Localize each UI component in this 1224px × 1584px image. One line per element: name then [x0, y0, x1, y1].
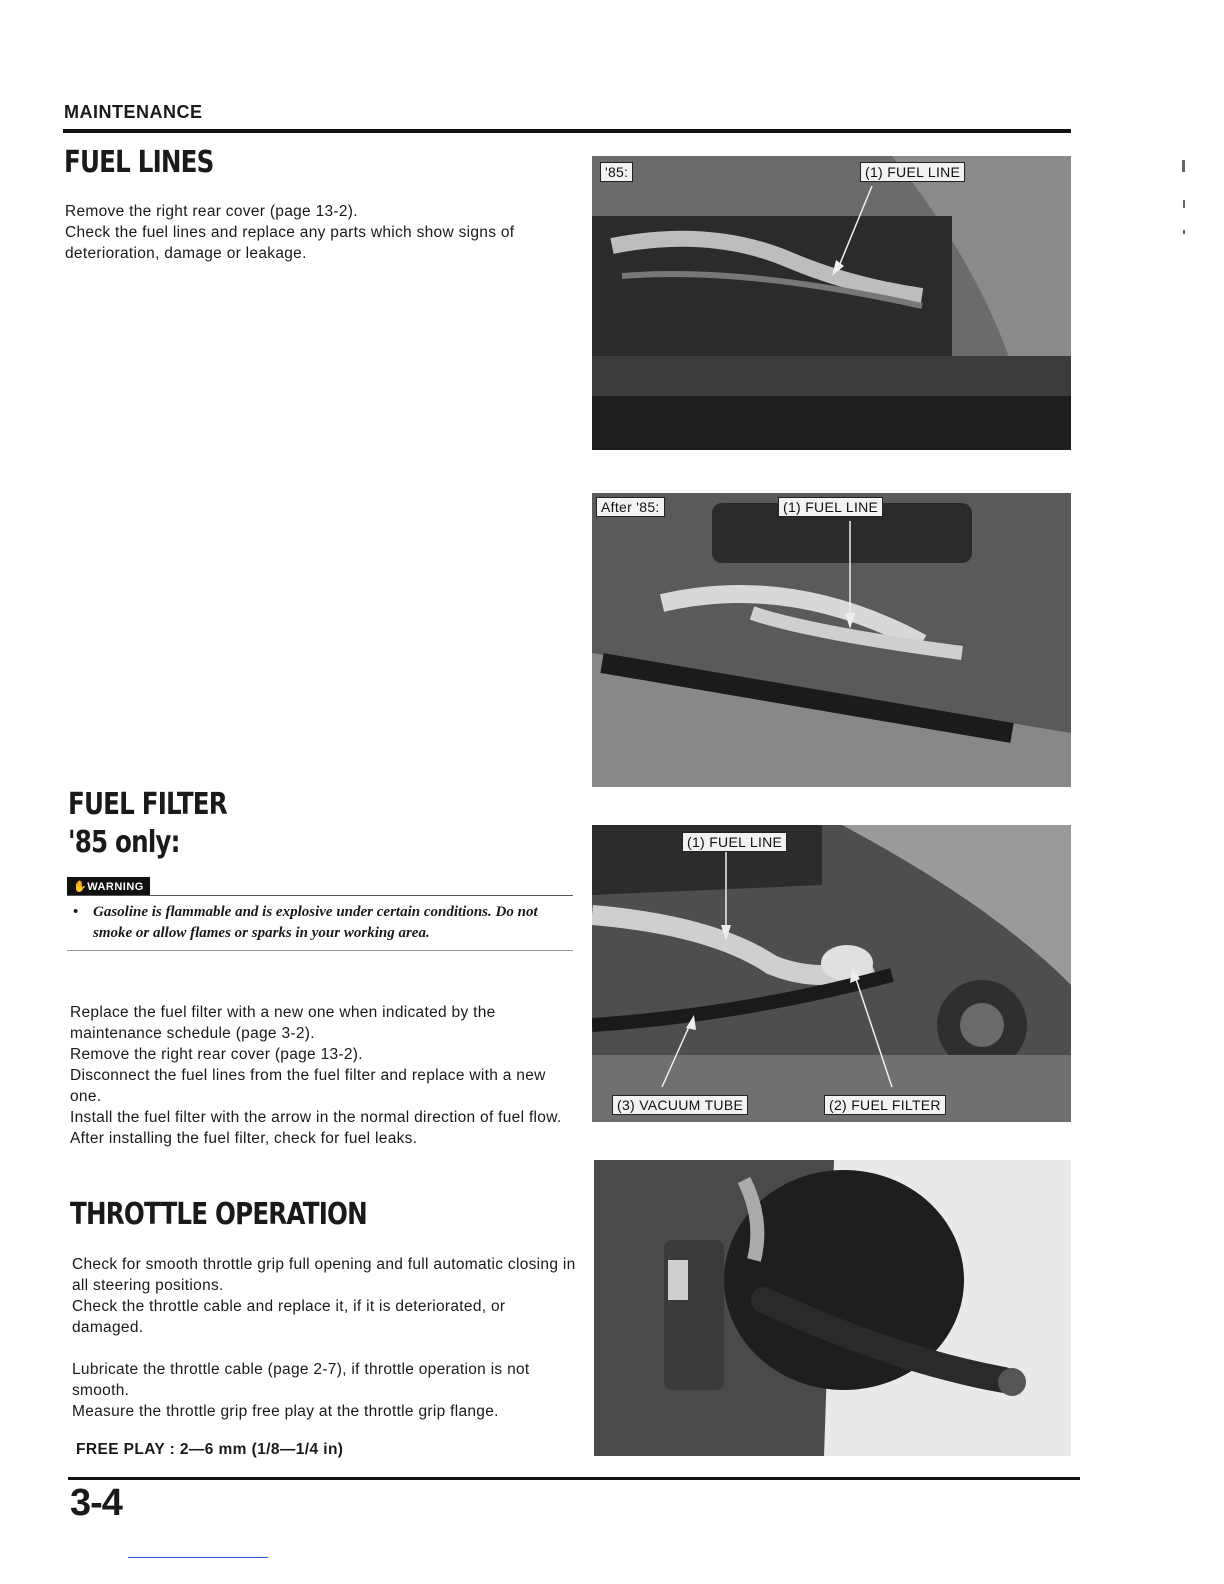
fuel-line-photo-85: [592, 156, 1071, 450]
throttle-para-4: Measure the throttle grip free play at the throttle grip flange.: [72, 1403, 499, 1420]
warning-tag-label: WARNING: [87, 881, 144, 893]
warning-bottom-rule: [67, 950, 573, 951]
scan-mark: [1183, 230, 1185, 234]
fuel-lines-para-2: Check the fuel lines and replace any parts which show signs of deterioration, damage or leakage.: [65, 224, 515, 262]
warning-text: [67, 896, 573, 950]
throttle-title: THROTTLE OPERATION: [70, 1197, 367, 1232]
fuel-filter-para-1: Replace the fuel filter with a new one when indicated by the maintenance schedule (page 3-2).: [70, 1004, 496, 1042]
photo3-fuel-filter-callout: (2) FUEL FILTER: [824, 1095, 946, 1115]
fuel-filter-text: [70, 1002, 576, 1149]
bullet-icon: •: [73, 904, 79, 920]
throttle-para-3: Lubricate the throttle cable (page 2-7), if throttle operation is not smooth.: [72, 1361, 530, 1399]
warning-tag: [67, 877, 150, 895]
fuel-lines-para-1: Remove the right rear cover (page 13-2).: [65, 203, 358, 220]
scan-mark: [1182, 160, 1185, 172]
photo1-fuel-line-callout: (1) FUEL LINE: [860, 162, 965, 182]
photo2-year-tag: After '85:: [596, 497, 665, 517]
fuel-line-photo-after-85: [592, 493, 1071, 787]
fuel-filter-para-4: Install the fuel filter with the arrow in the normal direction of fuel flow.: [70, 1109, 562, 1126]
fuel-filter-title: FUEL FILTER: [68, 787, 227, 822]
free-play-spec: FREE PLAY : 2—6 mm (1/8—1/4 in): [76, 1441, 344, 1458]
fuel-filter-para-5: After installing the fuel filter, check for fuel leaks.: [70, 1130, 418, 1147]
fuel-filter-photo: [592, 825, 1071, 1122]
throttle-para-2: Check the throttle cable and replace it, if it is deteriorated, or damaged.: [72, 1298, 506, 1336]
page-number: 3-4: [70, 1482, 122, 1524]
photo3-vacuum-tube-callout: (3) VACUUM TUBE: [612, 1095, 748, 1115]
photo1-year-tag: '85:: [600, 162, 633, 182]
footer-rule: [68, 1477, 1080, 1480]
scan-mark: [1183, 200, 1185, 208]
scan-line: [128, 1557, 268, 1558]
fuel-lines-text: [65, 201, 585, 264]
throttle-text-a: [72, 1254, 578, 1338]
throttle-para-1: Check for smooth throttle grip full opening and full automatic closing in all steering positions.: [72, 1256, 576, 1294]
header-rule: [63, 129, 1071, 133]
warning-hand-icon: ✋: [73, 881, 88, 893]
fuel-lines-title: FUEL LINES: [64, 145, 214, 180]
fuel-filter-para-3: Disconnect the fuel lines from the fuel filter and replace with a new one.: [70, 1067, 546, 1105]
photo3-fuel-line-callout: (1) FUEL LINE: [682, 832, 787, 852]
fuel-filter-para-2: Remove the right rear cover (page 13-2).: [70, 1046, 363, 1063]
throttle-text-b: [72, 1359, 578, 1422]
warning-message: Gasoline is flammable and is explosive under certain conditions. Do not smoke or allow flames or sparks in your working area.: [93, 904, 538, 941]
throttle-grip-photo: [594, 1160, 1071, 1456]
warning-box: [67, 877, 573, 951]
photo2-fuel-line-callout: (1) FUEL LINE: [778, 497, 883, 517]
fuel-filter-subtitle: '85 only:: [68, 825, 180, 860]
section-label: MAINTENANCE: [64, 102, 203, 122]
